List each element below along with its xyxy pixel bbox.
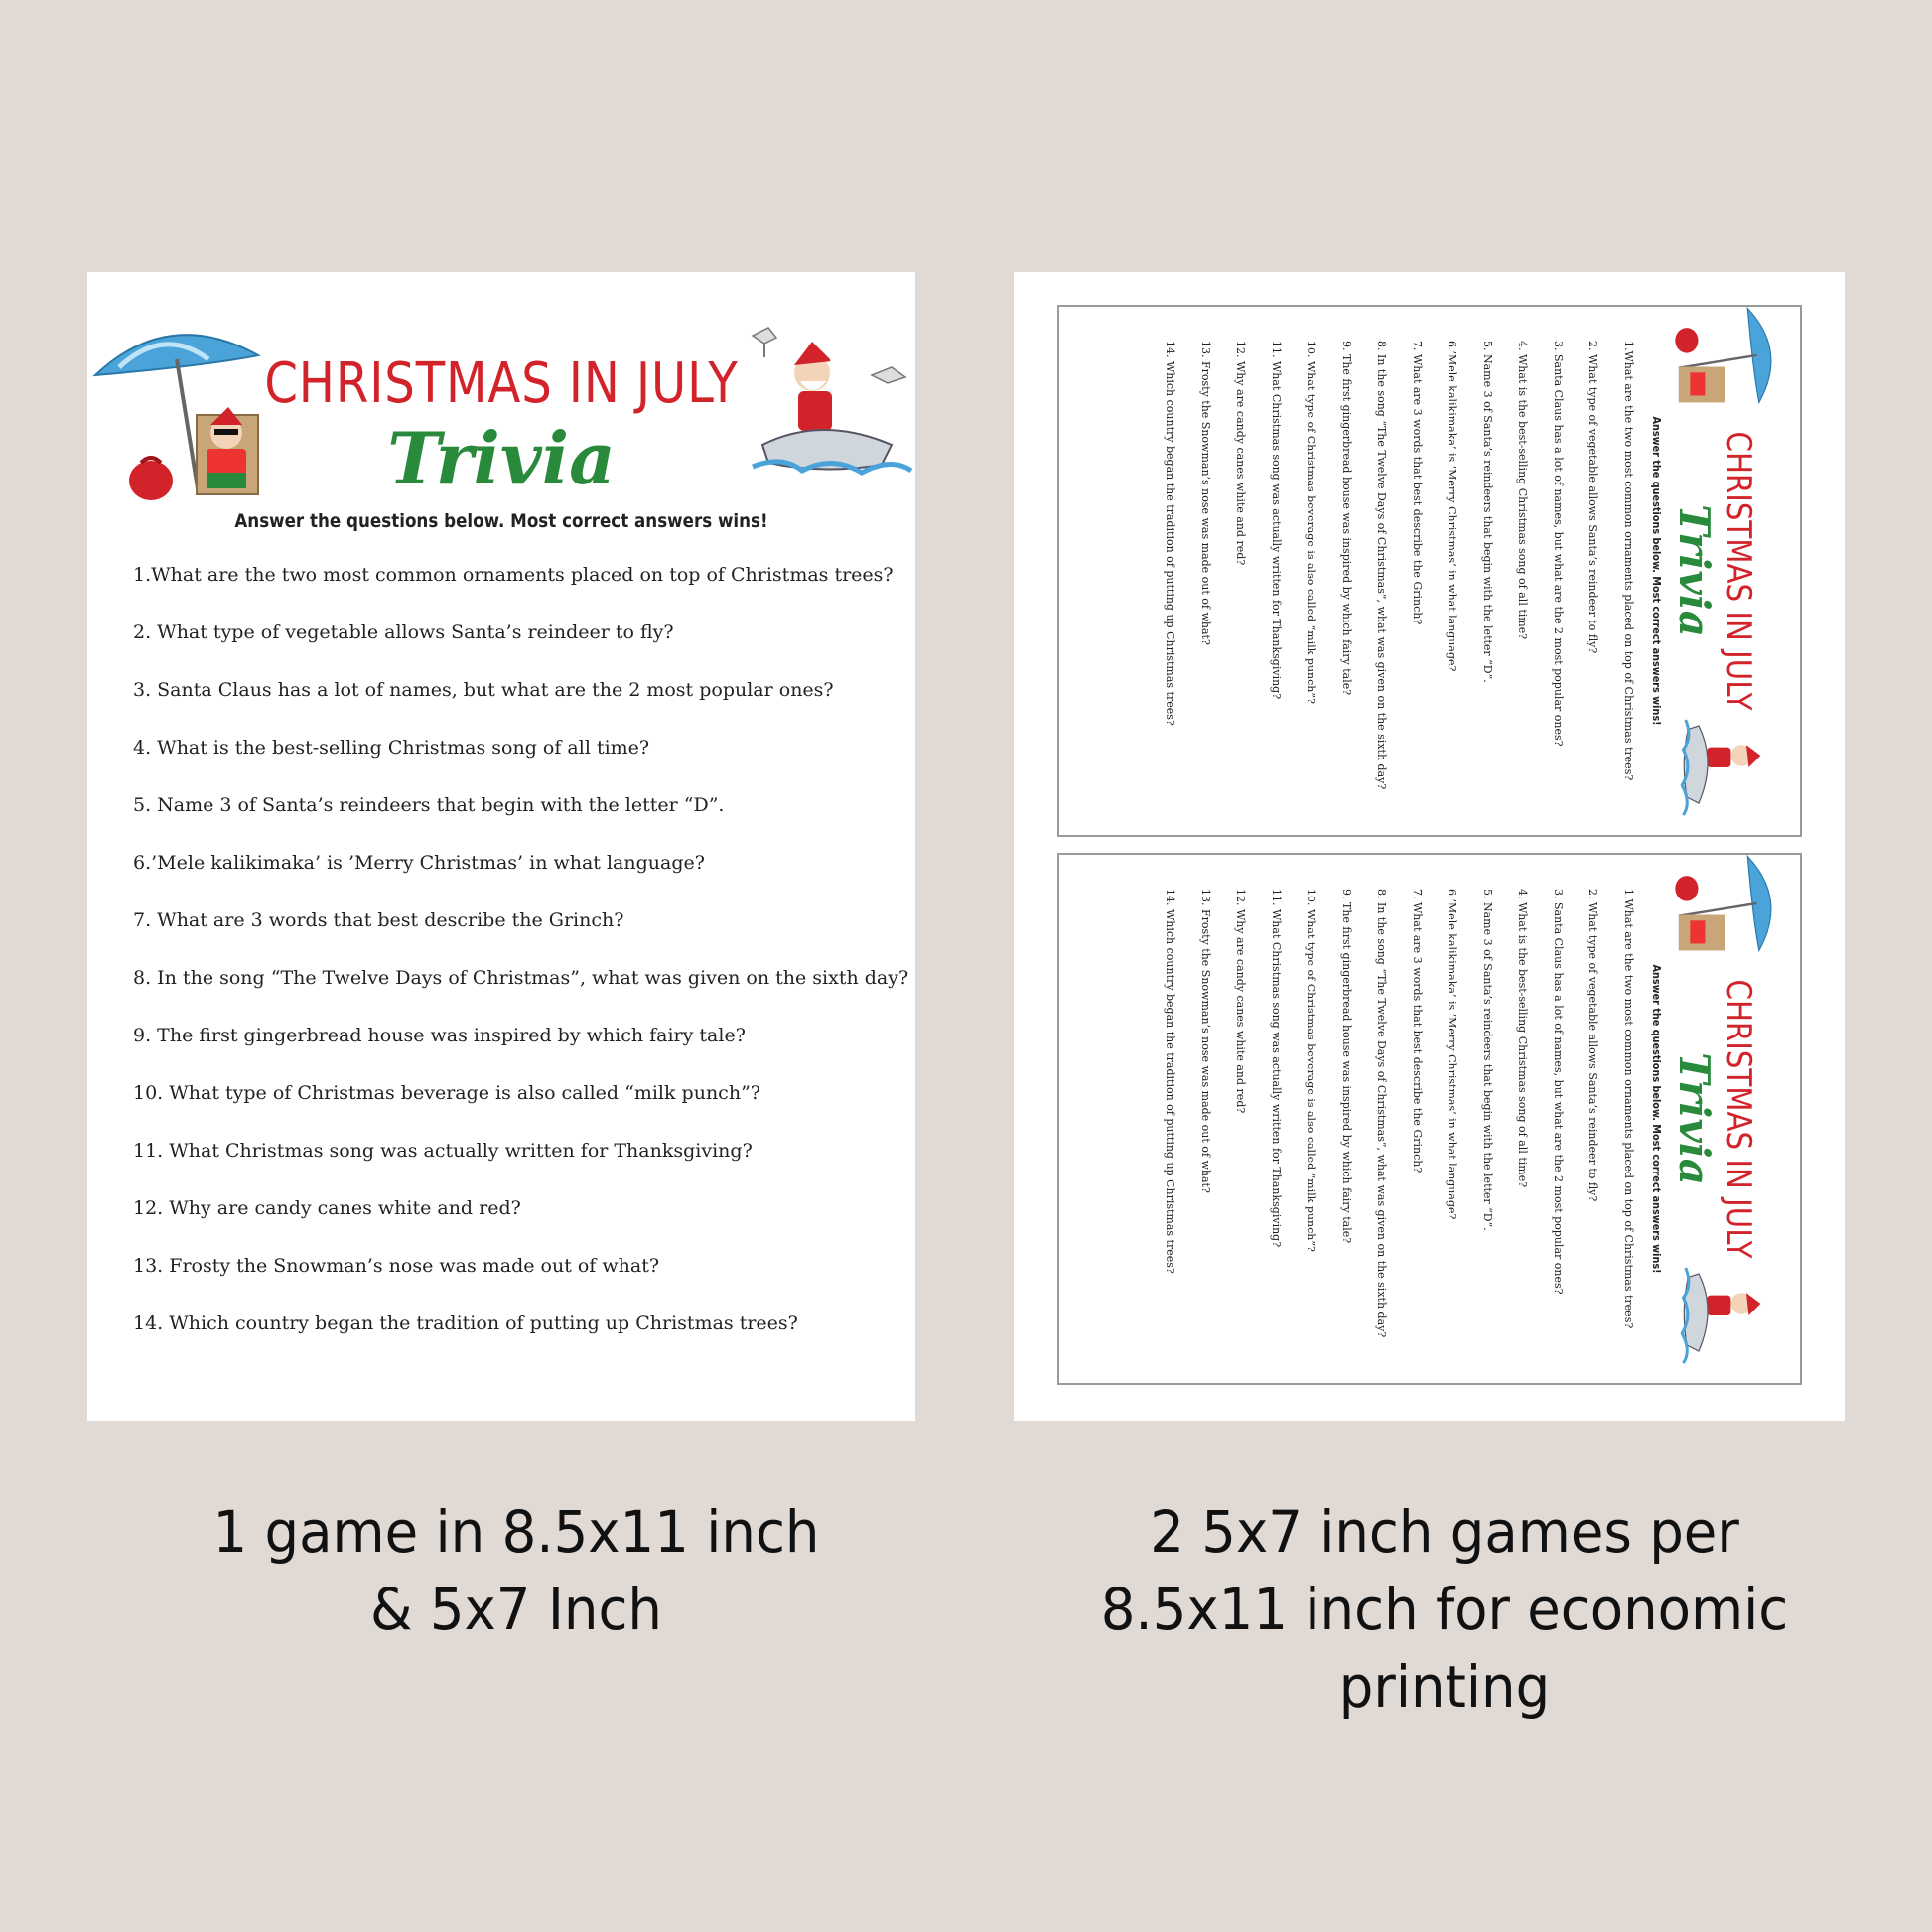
mini-game-title: CHRISTMAS IN JULY bbox=[1719, 979, 1758, 1259]
caption-single-game bbox=[124, 1493, 908, 1648]
mini-question-item: 12. Why are candy canes white and red? bbox=[1234, 889, 1248, 1114]
mini-question-item: 8. In the song “The Twelve Days of Christmas”, what was given on the sixth day? bbox=[1375, 341, 1389, 790]
question-item: 12. Why are candy canes white and red? bbox=[133, 1197, 521, 1219]
question-list bbox=[133, 562, 907, 1368]
mini-question-list bbox=[1142, 889, 1635, 1337]
mini-question-item: 2. What type of vegetable allows Santa’s reindeer to fly? bbox=[1587, 889, 1600, 1202]
mini-game-instructions: Answer the questions below. Most correct answers wins! bbox=[1650, 964, 1663, 1274]
game-title: CHRISTMAS IN JULY bbox=[264, 351, 739, 416]
mini-question-item: 8. In the song “The Twelve Days of Christmas”, what was given on the sixth day? bbox=[1375, 889, 1389, 1338]
question-item: 9. The first gingerbread house was inspired by which fairy tale? bbox=[133, 1025, 746, 1046]
caption-line: 1 game in 8.5x11 inch bbox=[212, 1498, 820, 1566]
question-item: 8. In the song “The Twelve Days of Christmas”, what was given on the sixth day? bbox=[133, 967, 909, 989]
mini-question-item: 6.’Mele kalikimaka’ is ’Merry Christmas’ in what language? bbox=[1446, 341, 1459, 672]
mini-question-item: 13. Frosty the Snowman’s nose was made out of what? bbox=[1199, 341, 1212, 645]
mini-question-item: 11. What Christmas song was actually written for Thanksgiving? bbox=[1270, 889, 1283, 1248]
game-subtitle: Trivia bbox=[387, 416, 616, 500]
mini-question-item: 1.What are the two most common ornaments placed on top of Christmas trees? bbox=[1622, 889, 1635, 1329]
question-item: 6.’Mele kalikimaka’ is ’Merry Christmas’ in what language? bbox=[133, 852, 705, 874]
question-item: 14. Which country began the tradition of putting up Christmas trees? bbox=[133, 1312, 798, 1334]
question-item: 13. Frosty the Snowman’s nose was made out of what? bbox=[133, 1255, 660, 1277]
mini-game-card-top bbox=[1057, 305, 1802, 837]
two-up-page-preview bbox=[1014, 272, 1845, 1421]
game-instructions: Answer the questions below. Most correct answers wins! bbox=[234, 510, 768, 532]
mini-question-item: 4. What is the best-selling Christmas song of all time? bbox=[1516, 889, 1530, 1188]
mini-question-list bbox=[1142, 341, 1635, 789]
mini-question-item: 3. Santa Claus has a lot of names, but what are the 2 most popular ones? bbox=[1552, 889, 1565, 1295]
caption-line: 2 5x7 inch games per bbox=[1150, 1498, 1739, 1566]
mini-question-item: 10. What type of Christmas beverage is also called “milk punch”? bbox=[1305, 889, 1318, 1252]
mini-question-item: 1.What are the two most common ornaments placed on top of Christmas trees? bbox=[1622, 341, 1635, 781]
mini-question-item: 9. The first gingerbread house was inspired by which fairy tale? bbox=[1340, 341, 1353, 696]
mini-game-subtitle: Trivia bbox=[1670, 504, 1719, 637]
caption-line: printing bbox=[1338, 1653, 1551, 1721]
mini-question-item: 5. Name 3 of Santa’s reindeers that begin with the letter “D”. bbox=[1481, 889, 1494, 1231]
mini-question-item: 5. Name 3 of Santa’s reindeers that begin with the letter “D”. bbox=[1481, 341, 1494, 683]
question-item: 2. What type of vegetable allows Santa’s reindeer to fly? bbox=[133, 621, 674, 643]
mini-question-item: 13. Frosty the Snowman’s nose was made out of what? bbox=[1199, 889, 1212, 1193]
caption-line: 8.5x11 inch for economic bbox=[1100, 1576, 1789, 1643]
mini-question-item: 14. Which country began the tradition of putting up Christmas trees? bbox=[1164, 341, 1177, 726]
question-item: 1.What are the two most common ornaments placed on top of Christmas trees? bbox=[133, 564, 894, 586]
mini-game-instructions: Answer the questions below. Most correct answers wins! bbox=[1650, 416, 1663, 726]
mini-question-item: 14. Which country began the tradition of putting up Christmas trees? bbox=[1164, 889, 1177, 1274]
mini-question-item: 9. The first gingerbread house was inspired by which fairy tale? bbox=[1340, 889, 1353, 1244]
mini-question-item: 7. What are 3 words that best describe the Grinch? bbox=[1411, 889, 1424, 1173]
mini-game-card-bottom bbox=[1057, 853, 1802, 1385]
mini-game-rotated bbox=[1067, 315, 1792, 827]
question-item: 4. What is the best-selling Christmas song of all time? bbox=[133, 737, 650, 759]
mini-question-item: 4. What is the best-selling Christmas song of all time? bbox=[1516, 341, 1530, 640]
mini-question-item: 6.’Mele kalikimaka’ is ’Merry Christmas’ in what language? bbox=[1446, 889, 1459, 1220]
caption-line: & 5x7 Inch bbox=[370, 1576, 662, 1643]
question-item: 10. What type of Christmas beverage is also called “milk punch”? bbox=[133, 1082, 760, 1104]
mini-question-item: 10. What type of Christmas beverage is also called “milk punch”? bbox=[1305, 341, 1318, 704]
mini-question-item: 3. Santa Claus has a lot of names, but what are the 2 most popular ones? bbox=[1552, 341, 1565, 747]
mini-question-item: 7. What are 3 words that best describe the Grinch? bbox=[1411, 341, 1424, 625]
question-item: 11. What Christmas song was actually written for Thanksgiving? bbox=[133, 1140, 753, 1162]
mini-question-item: 11. What Christmas song was actually written for Thanksgiving? bbox=[1270, 341, 1283, 700]
mini-game-rotated bbox=[1067, 863, 1792, 1375]
full-page-preview bbox=[87, 272, 915, 1421]
mini-question-item: 2. What type of vegetable allows Santa’s reindeer to fly? bbox=[1587, 341, 1600, 654]
mini-game-subtitle: Trivia bbox=[1670, 1052, 1719, 1185]
mini-game-title: CHRISTMAS IN JULY bbox=[1719, 431, 1758, 711]
caption-two-games bbox=[1030, 1493, 1861, 1725]
question-item: 3. Santa Claus has a lot of names, but what are the 2 most popular ones? bbox=[133, 679, 834, 701]
question-item: 7. What are 3 words that best describe the Grinch? bbox=[133, 909, 624, 931]
mini-question-item: 12. Why are candy canes white and red? bbox=[1234, 341, 1248, 566]
question-item: 5. Name 3 of Santa’s reindeers that begin with the letter “D”. bbox=[133, 794, 725, 816]
